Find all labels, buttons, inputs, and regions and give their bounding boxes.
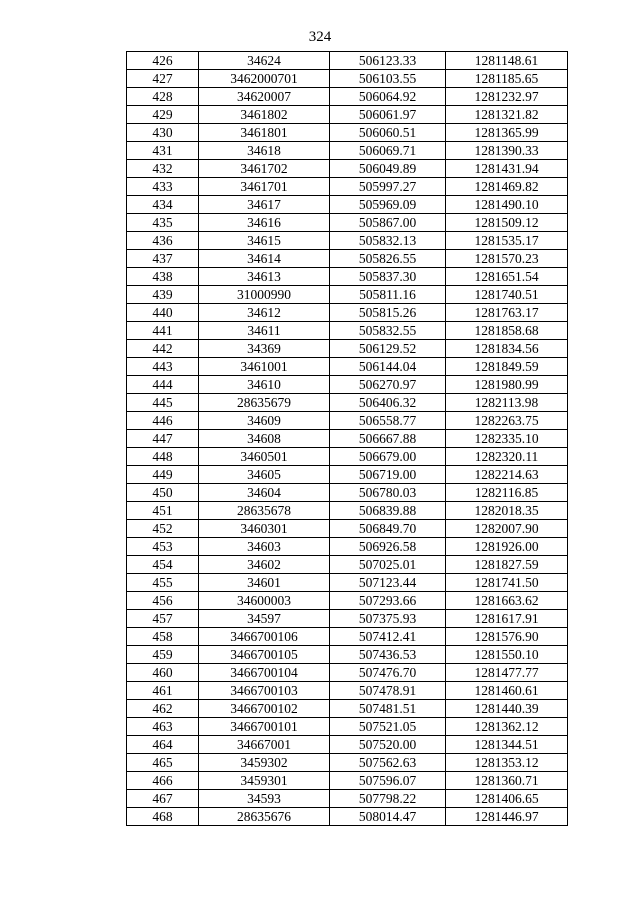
table-row [127,124,568,142]
point-id-cell: 34593 [199,790,330,808]
table-row [127,574,568,592]
table-row [127,628,568,646]
point-id-cell: 34620007 [199,88,330,106]
y-coordinate-cell: 1281362.12 [446,718,568,736]
coordinates-table [126,51,568,826]
x-coordinate-cell: 506558.77 [330,412,446,430]
row-number-cell: 451 [127,502,199,520]
coordinates-table-body [127,52,568,826]
x-coordinate-cell: 506926.58 [330,538,446,556]
row-number-cell: 446 [127,412,199,430]
row-number-cell: 441 [127,322,199,340]
y-coordinate-cell: 1281849.59 [446,358,568,376]
point-id-cell: 3466700101 [199,718,330,736]
y-coordinate-cell: 1281460.61 [446,682,568,700]
row-number-cell: 468 [127,808,199,826]
x-coordinate-cell: 505815.26 [330,304,446,322]
table-row [127,250,568,268]
y-coordinate-cell: 1281550.10 [446,646,568,664]
y-coordinate-cell: 1281858.68 [446,322,568,340]
table-row [127,304,568,322]
x-coordinate-cell: 507562.63 [330,754,446,772]
table-row [127,106,568,124]
table-row [127,232,568,250]
x-coordinate-cell: 505867.00 [330,214,446,232]
point-id-cell: 34609 [199,412,330,430]
x-coordinate-cell: 506780.03 [330,484,446,502]
x-coordinate-cell: 505997.27 [330,178,446,196]
point-id-cell: 34624 [199,52,330,70]
row-number-cell: 428 [127,88,199,106]
x-coordinate-cell: 506679.00 [330,448,446,466]
x-coordinate-cell: 505969.09 [330,196,446,214]
row-number-cell: 438 [127,268,199,286]
table-row [127,412,568,430]
table-row [127,340,568,358]
x-coordinate-cell: 507123.44 [330,574,446,592]
y-coordinate-cell: 1281232.97 [446,88,568,106]
table-row [127,142,568,160]
row-number-cell: 449 [127,466,199,484]
table-row [127,772,568,790]
point-id-cell: 3461701 [199,178,330,196]
point-id-cell: 34603 [199,538,330,556]
point-id-cell: 34616 [199,214,330,232]
row-number-cell: 440 [127,304,199,322]
point-id-cell: 28635678 [199,502,330,520]
point-id-cell: 3466700102 [199,700,330,718]
x-coordinate-cell: 506667.88 [330,430,446,448]
point-id-cell: 3461802 [199,106,330,124]
x-coordinate-cell: 507293.66 [330,592,446,610]
table-row [127,718,568,736]
x-coordinate-cell: 506839.88 [330,502,446,520]
x-coordinate-cell: 506406.32 [330,394,446,412]
point-id-cell: 34600003 [199,592,330,610]
point-id-cell: 3466700105 [199,646,330,664]
table-row [127,592,568,610]
point-id-cell: 34612 [199,304,330,322]
row-number-cell: 431 [127,142,199,160]
table-row [127,484,568,502]
x-coordinate-cell: 505832.55 [330,322,446,340]
point-id-cell: 34613 [199,268,330,286]
row-number-cell: 426 [127,52,199,70]
point-id-cell: 3462000701 [199,70,330,88]
x-coordinate-cell: 505826.55 [330,250,446,268]
table-row [127,736,568,754]
row-number-cell: 436 [127,232,199,250]
row-number-cell: 462 [127,700,199,718]
y-coordinate-cell: 1281446.97 [446,808,568,826]
row-number-cell: 430 [127,124,199,142]
row-number-cell: 443 [127,358,199,376]
row-number-cell: 427 [127,70,199,88]
row-number-cell: 442 [127,340,199,358]
row-number-cell: 461 [127,682,199,700]
y-coordinate-cell: 1281509.12 [446,214,568,232]
y-coordinate-cell: 1282018.35 [446,502,568,520]
table-row [127,682,568,700]
x-coordinate-cell: 507436.53 [330,646,446,664]
x-coordinate-cell: 506719.00 [330,466,446,484]
y-coordinate-cell: 1282116.85 [446,484,568,502]
y-coordinate-cell: 1282214.63 [446,466,568,484]
table-row [127,196,568,214]
point-id-cell: 34597 [199,610,330,628]
x-coordinate-cell: 507412.41 [330,628,446,646]
table-row [127,664,568,682]
row-number-cell: 429 [127,106,199,124]
row-number-cell: 453 [127,538,199,556]
table-row [127,646,568,664]
point-id-cell: 34611 [199,322,330,340]
row-number-cell: 464 [127,736,199,754]
row-number-cell: 452 [127,520,199,538]
y-coordinate-cell: 1282113.98 [446,394,568,412]
point-id-cell: 3461801 [199,124,330,142]
x-coordinate-cell: 506129.52 [330,340,446,358]
y-coordinate-cell: 1281390.33 [446,142,568,160]
point-id-cell: 3466700106 [199,628,330,646]
y-coordinate-cell: 1281980.99 [446,376,568,394]
table-row [127,790,568,808]
point-id-cell: 3466700103 [199,682,330,700]
y-coordinate-cell: 1281185.65 [446,70,568,88]
y-coordinate-cell: 1281148.61 [446,52,568,70]
x-coordinate-cell: 506849.70 [330,520,446,538]
row-number-cell: 447 [127,430,199,448]
x-coordinate-cell: 507520.00 [330,736,446,754]
y-coordinate-cell: 1281617.91 [446,610,568,628]
table-row [127,610,568,628]
y-coordinate-cell: 1281440.39 [446,700,568,718]
x-coordinate-cell: 505837.30 [330,268,446,286]
point-id-cell: 3460301 [199,520,330,538]
table-row [127,502,568,520]
table-row [127,376,568,394]
point-id-cell: 34618 [199,142,330,160]
table-row [127,160,568,178]
y-coordinate-cell: 1281651.54 [446,268,568,286]
x-coordinate-cell: 506061.97 [330,106,446,124]
point-id-cell: 31000990 [199,286,330,304]
table-row [127,430,568,448]
table-row [127,808,568,826]
table-row [127,556,568,574]
x-coordinate-cell: 506069.71 [330,142,446,160]
row-number-cell: 434 [127,196,199,214]
table-row [127,466,568,484]
point-id-cell: 34617 [199,196,330,214]
x-coordinate-cell: 506123.33 [330,52,446,70]
row-number-cell: 445 [127,394,199,412]
table-row [127,322,568,340]
page-number: 324 [308,29,332,45]
y-coordinate-cell: 1282263.75 [446,412,568,430]
x-coordinate-cell: 507521.05 [330,718,446,736]
row-number-cell: 460 [127,664,199,682]
y-coordinate-cell: 1281834.56 [446,340,568,358]
point-id-cell: 3459301 [199,772,330,790]
y-coordinate-cell: 1282335.10 [446,430,568,448]
point-id-cell: 34369 [199,340,330,358]
row-number-cell: 458 [127,628,199,646]
row-number-cell: 432 [127,160,199,178]
y-coordinate-cell: 1281406.65 [446,790,568,808]
x-coordinate-cell: 507798.22 [330,790,446,808]
point-id-cell: 3461702 [199,160,330,178]
x-coordinate-cell: 507596.07 [330,772,446,790]
table-row [127,52,568,70]
row-number-cell: 456 [127,592,199,610]
y-coordinate-cell: 1281360.71 [446,772,568,790]
y-coordinate-cell: 1281477.77 [446,664,568,682]
y-coordinate-cell: 1282007.90 [446,520,568,538]
y-coordinate-cell: 1281353.12 [446,754,568,772]
row-number-cell: 465 [127,754,199,772]
y-coordinate-cell: 1281663.62 [446,592,568,610]
table-row [127,538,568,556]
x-coordinate-cell: 506270.97 [330,376,446,394]
row-number-cell: 437 [127,250,199,268]
table-row [127,70,568,88]
x-coordinate-cell: 507478.91 [330,682,446,700]
y-coordinate-cell: 1281570.23 [446,250,568,268]
table-row [127,88,568,106]
point-id-cell: 28635676 [199,808,330,826]
x-coordinate-cell: 507476.70 [330,664,446,682]
y-coordinate-cell: 1281827.59 [446,556,568,574]
table-row [127,286,568,304]
x-coordinate-cell: 507375.93 [330,610,446,628]
y-coordinate-cell: 1281763.17 [446,304,568,322]
y-coordinate-cell: 1281741.50 [446,574,568,592]
x-coordinate-cell: 506103.55 [330,70,446,88]
x-coordinate-cell: 506049.89 [330,160,446,178]
x-coordinate-cell: 505811.16 [330,286,446,304]
point-id-cell: 34608 [199,430,330,448]
y-coordinate-cell: 1281365.99 [446,124,568,142]
row-number-cell: 448 [127,448,199,466]
point-id-cell: 34601 [199,574,330,592]
table-row [127,520,568,538]
row-number-cell: 444 [127,376,199,394]
x-coordinate-cell: 506064.92 [330,88,446,106]
y-coordinate-cell: 1281469.82 [446,178,568,196]
x-coordinate-cell: 507025.01 [330,556,446,574]
x-coordinate-cell: 505832.13 [330,232,446,250]
table-row [127,394,568,412]
point-id-cell: 3460501 [199,448,330,466]
y-coordinate-cell: 1281576.90 [446,628,568,646]
table-row [127,754,568,772]
table-row [127,358,568,376]
y-coordinate-cell: 1281431.94 [446,160,568,178]
y-coordinate-cell: 1281740.51 [446,286,568,304]
point-id-cell: 3466700104 [199,664,330,682]
x-coordinate-cell: 508014.47 [330,808,446,826]
x-coordinate-cell: 507481.51 [330,700,446,718]
y-coordinate-cell: 1281535.17 [446,232,568,250]
point-id-cell: 3461001 [199,358,330,376]
point-id-cell: 3459302 [199,754,330,772]
y-coordinate-cell: 1281490.10 [446,196,568,214]
point-id-cell: 28635679 [199,394,330,412]
y-coordinate-cell: 1281321.82 [446,106,568,124]
row-number-cell: 463 [127,718,199,736]
point-id-cell: 34667001 [199,736,330,754]
point-id-cell: 34604 [199,484,330,502]
row-number-cell: 450 [127,484,199,502]
row-number-cell: 435 [127,214,199,232]
row-number-cell: 459 [127,646,199,664]
row-number-cell: 457 [127,610,199,628]
row-number-cell: 466 [127,772,199,790]
table-row [127,214,568,232]
y-coordinate-cell: 1281344.51 [446,736,568,754]
table-row [127,268,568,286]
row-number-cell: 454 [127,556,199,574]
x-coordinate-cell: 506060.51 [330,124,446,142]
x-coordinate-cell: 506144.04 [330,358,446,376]
point-id-cell: 34605 [199,466,330,484]
table-row [127,178,568,196]
table-row [127,700,568,718]
row-number-cell: 455 [127,574,199,592]
point-id-cell: 34615 [199,232,330,250]
point-id-cell: 34602 [199,556,330,574]
point-id-cell: 34610 [199,376,330,394]
row-number-cell: 433 [127,178,199,196]
table-row [127,448,568,466]
point-id-cell: 34614 [199,250,330,268]
y-coordinate-cell: 1281926.00 [446,538,568,556]
row-number-cell: 467 [127,790,199,808]
y-coordinate-cell: 1282320.11 [446,448,568,466]
row-number-cell: 439 [127,286,199,304]
